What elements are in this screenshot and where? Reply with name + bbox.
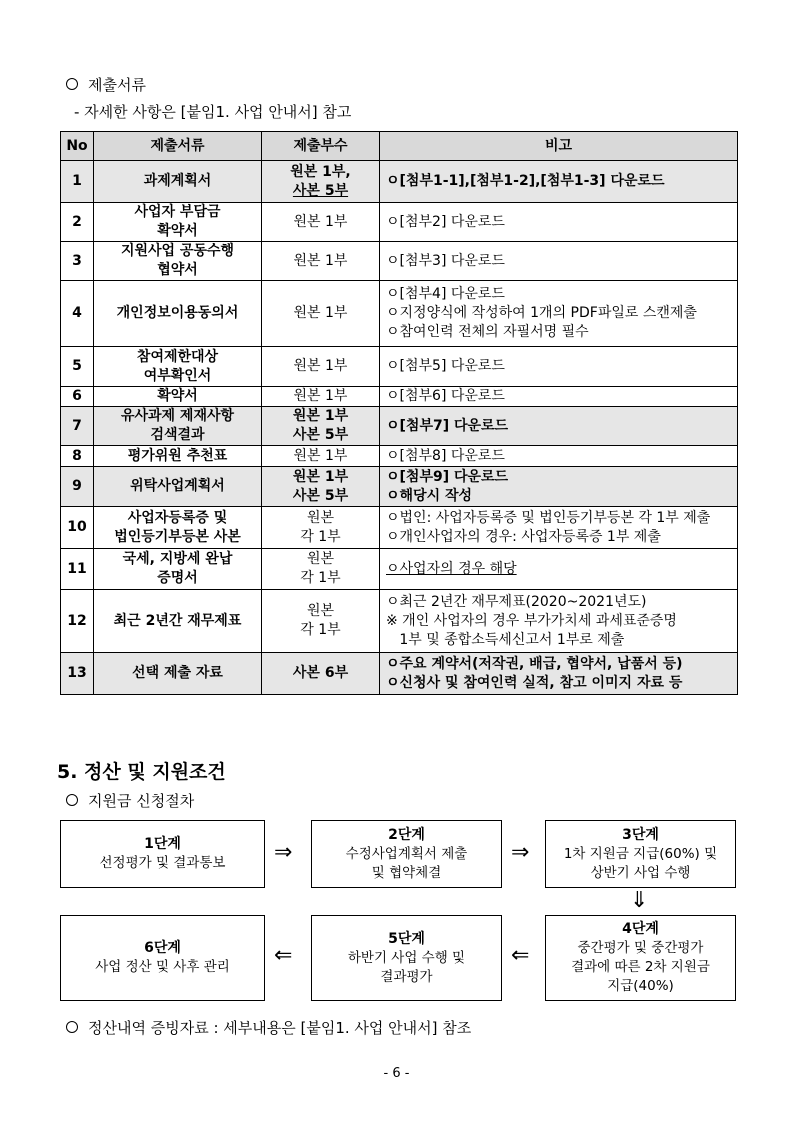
right-arrow-icon: ⇒ — [274, 840, 293, 865]
docs-subtitle: - 자세한 사항은 [붙임1. 사업 안내서] 참고 — [74, 103, 352, 121]
notes-cell — [380, 347, 738, 387]
copies-cell — [262, 653, 380, 695]
down-arrow-icon: ⇓ — [630, 888, 649, 913]
copies-cell-line: 사본 5부 — [292, 182, 349, 199]
copies-cell-line: 원본 1부, — [290, 163, 351, 180]
circle-bullet-icon — [66, 1021, 78, 1033]
notes-cell-line: ㅇ[첨부7] 다운로드 — [386, 417, 509, 434]
step-desc: 결과평가 — [380, 968, 433, 985]
doc-cell-line: 국세, 지방세 완납 — [122, 551, 233, 567]
step-desc: 지급(40%) — [607, 978, 674, 994]
copies-cell-line: 원본 1부 — [293, 447, 348, 464]
notes-cell-line: ㅇ지정양식에 작성하여 1개의 PDF파일로 스캔제출 — [386, 305, 697, 321]
notes-cell-line: ㅇ[첨부2] 다운로드 — [386, 213, 505, 230]
step-box-1 — [60, 820, 265, 888]
header-doc: 제출서류 — [94, 132, 262, 161]
notes-cell — [380, 653, 738, 695]
step-stage: 2단계 — [388, 826, 425, 843]
step-desc: 선정평가 및 결과통보 — [99, 855, 226, 871]
copies-cell — [262, 446, 380, 467]
notes-cell — [380, 446, 738, 467]
copies-cell-line: 원본 1부 — [293, 388, 348, 404]
copies-cell-line: 각 1부 — [300, 622, 341, 638]
section-sub: 지원금 신청절차 — [88, 792, 195, 810]
doc-cell — [94, 242, 262, 281]
table-header-row — [61, 132, 738, 161]
step-desc: 중간평가 및 중간평가 — [577, 940, 704, 956]
no-cell: 2 — [61, 203, 94, 242]
doc-cell-line: 최근 2년간 재무제표 — [113, 612, 242, 629]
doc-cell-line: 위탁사업계획서 — [130, 478, 225, 494]
no-cell: 3 — [61, 242, 94, 281]
no-cell: 13 — [61, 653, 94, 695]
step-stage: 1단계 — [144, 836, 181, 852]
copies-cell-line: 사본 5부 — [292, 487, 349, 504]
notes-cell-line: ㅇ[첨부5] 다운로드 — [386, 358, 505, 374]
notes-cell-line: ㅇ[첨부1-1],[첨부1-2],[첨부1-3] 다운로드 — [386, 173, 665, 189]
doc-cell-line: 사업자등록증 및 — [127, 509, 228, 526]
table-row — [61, 347, 738, 387]
doc-cell — [94, 203, 262, 242]
no-cell: 11 — [61, 549, 94, 590]
notes-cell-line: ㅇ참여인력 전체의 자필서명 필수 — [386, 324, 589, 340]
circle-bullet-icon — [66, 78, 78, 90]
notes-cell-line: 1부 및 종합소득세신고서 1부로 제출 — [386, 631, 625, 648]
doc-cell-line: 참여제한대상 — [136, 348, 219, 365]
no-cell: 10 — [61, 507, 94, 549]
copies-cell-line: 원본 1부 — [293, 252, 348, 269]
doc-cell-line: 사업자 부담금 — [134, 204, 221, 220]
table-row — [61, 507, 738, 549]
settlement-note — [66, 1017, 471, 1038]
doc-cell-line: 개인정보이용동의서 — [116, 305, 239, 321]
doc-cell-line: 선택 제출 자료 — [132, 665, 223, 681]
copies-cell-line: 원본 — [306, 603, 335, 619]
notes-cell-line: ㅇ사업자의 경우 해당 — [386, 560, 517, 577]
doc-cell-line: 법인등기부등본 사본 — [114, 528, 241, 545]
no-cell: 8 — [61, 446, 94, 467]
notes-cell-line: ㅇ해당시 작성 — [386, 487, 473, 504]
notes-cell-line: ㅇ[첨부9] 다운로드 — [386, 468, 509, 485]
step-desc: 수정사업계획서 제출 — [345, 845, 468, 862]
doc-cell — [94, 161, 262, 203]
step-stage: 3단계 — [622, 826, 659, 843]
documents-table — [60, 131, 738, 695]
step-stage: 5단계 — [388, 930, 425, 947]
doc-cell-line: 유사과제 제재사항 — [120, 408, 235, 424]
no-cell: 5 — [61, 347, 94, 387]
notes-cell — [380, 387, 738, 407]
doc-cell — [94, 407, 262, 446]
notes-cell — [380, 590, 738, 653]
doc-cell-line: 협약서 — [157, 262, 198, 278]
no-cell: 4 — [61, 281, 94, 347]
notes-cell — [380, 161, 738, 203]
copies-cell-line: 사본 5부 — [292, 427, 349, 443]
copies-cell-line: 원본 — [306, 551, 335, 567]
header-copies: 제출부수 — [262, 132, 380, 161]
doc-cell — [94, 387, 262, 407]
copies-cell — [262, 203, 380, 242]
table-row — [61, 407, 738, 446]
step-box-4 — [545, 915, 736, 1001]
doc-cell — [94, 347, 262, 387]
step-box-3 — [545, 820, 736, 888]
table-row — [61, 242, 738, 281]
table-row — [61, 281, 738, 347]
left-arrow-icon: ⇐ — [511, 943, 530, 968]
table-row — [61, 387, 738, 407]
notes-cell — [380, 203, 738, 242]
table-row — [61, 653, 738, 695]
step-desc: 결과에 따른 2차 지원금 — [571, 959, 710, 975]
doc-cell — [94, 549, 262, 590]
section-title: 5. 정산 및 지원조건 — [57, 761, 226, 783]
notes-cell-line: ㅇ[첨부4] 다운로드 — [386, 286, 505, 302]
notes-cell-line: ㅇ개인사업자의 경우: 사업자등록증 1부 제출 — [386, 528, 661, 545]
notes-cell-line: ㅇ[첨부3] 다운로드 — [386, 252, 505, 269]
notes-cell — [380, 281, 738, 347]
copies-cell-line: 원본 1부 — [293, 358, 348, 374]
doc-cell-line: 확약서 — [157, 223, 198, 239]
docs-title: 제출서류 — [88, 76, 146, 94]
step-desc: 사업 정산 및 사후 관리 — [95, 959, 230, 975]
notes-cell-line: ㅇ[첨부8] 다운로드 — [386, 447, 505, 464]
doc-cell-line: 여부확인서 — [143, 367, 212, 384]
copies-cell-line: 각 1부 — [300, 570, 341, 586]
copies-cell-line: 원본 1부 — [293, 213, 348, 230]
step-stage: 4단계 — [622, 921, 659, 937]
doc-cell — [94, 653, 262, 695]
doc-cell — [94, 590, 262, 653]
table-row — [61, 590, 738, 653]
page-number: - 6 - — [383, 1066, 410, 1081]
notes-cell-line: ㅇ[첨부6] 다운로드 — [386, 388, 505, 404]
no-cell: 1 — [61, 161, 94, 203]
doc-cell-line: 평가위원 추천표 — [127, 447, 228, 464]
notes-cell-line: ㅇ법인: 사업자등록증 및 법인등기부등본 각 1부 제출 — [386, 509, 711, 526]
doc-cell-line: 확약서 — [157, 388, 198, 404]
copies-cell — [262, 161, 380, 203]
copies-cell — [262, 407, 380, 446]
copies-cell — [262, 387, 380, 407]
no-cell: 9 — [61, 467, 94, 507]
settlement-text: 정산내역 증빙자료 : 세부내용은 [붙임1. 사업 안내서] 참조 — [88, 1019, 472, 1037]
step-desc: 및 협약체결 — [371, 864, 442, 881]
header-notes: 비고 — [380, 132, 738, 161]
step-stage: 6단계 — [144, 940, 181, 956]
copies-cell-line: 원본 1부 — [292, 408, 349, 424]
doc-cell — [94, 467, 262, 507]
doc-cell — [94, 446, 262, 467]
notes-cell-line: ※ 개인 사업자의 경우 부가가치세 과세표준증명 — [386, 612, 677, 629]
step-box-2 — [311, 820, 502, 888]
notes-cell — [380, 549, 738, 590]
copies-cell-line: 원본 1부 — [293, 305, 348, 321]
table-row — [61, 203, 738, 242]
doc-cell — [94, 507, 262, 549]
step-desc: 하반기 사업 수행 및 — [347, 949, 466, 966]
step-box-6 — [60, 915, 265, 1001]
step-desc: 1차 지원금 지급(60%) 및 — [563, 845, 718, 862]
no-cell: 6 — [61, 387, 94, 407]
header-no: No — [61, 132, 94, 161]
notes-cell — [380, 242, 738, 281]
left-arrow-icon: ⇐ — [274, 943, 293, 968]
no-cell: 12 — [61, 590, 94, 653]
docs-heading — [66, 74, 146, 95]
notes-cell — [380, 407, 738, 446]
copies-cell — [262, 281, 380, 347]
copies-cell — [262, 467, 380, 507]
notes-cell — [380, 507, 738, 549]
notes-cell-line: ㅇ최근 2년간 재무제표(2020~2021년도) — [386, 593, 647, 610]
step-box-5 — [311, 915, 502, 1001]
notes-cell-line: ㅇ주요 계약서(저작권, 배급, 협약서, 납품서 등) — [386, 655, 683, 672]
notes-cell — [380, 467, 738, 507]
copies-cell — [262, 507, 380, 549]
doc-cell-line: 지원사업 공동수행 — [120, 243, 235, 259]
table-row — [61, 446, 738, 467]
copies-cell-line: 각 1부 — [300, 528, 341, 545]
copies-cell-line: 원본 — [306, 509, 335, 526]
doc-cell-line: 증명서 — [157, 570, 198, 586]
copies-cell — [262, 549, 380, 590]
table-row — [61, 467, 738, 507]
right-arrow-icon: ⇒ — [511, 840, 530, 865]
copies-cell — [262, 590, 380, 653]
doc-cell-line: 과제계획서 — [143, 173, 212, 189]
section-subheading — [66, 790, 194, 811]
doc-cell-line: 검색결과 — [150, 427, 205, 443]
copies-cell-line: 원본 1부 — [292, 468, 349, 485]
copies-cell — [262, 347, 380, 387]
copies-cell — [262, 242, 380, 281]
doc-cell — [94, 281, 262, 347]
table-row — [61, 161, 738, 203]
copies-cell-line: 사본 6부 — [292, 665, 349, 681]
notes-cell-line: ㅇ신청사 및 참여인력 실적, 참고 이미지 자료 등 — [386, 674, 683, 691]
step-desc: 상반기 사업 수행 — [590, 864, 691, 881]
table-row — [61, 549, 738, 590]
circle-bullet-icon — [66, 794, 78, 806]
no-cell: 7 — [61, 407, 94, 446]
